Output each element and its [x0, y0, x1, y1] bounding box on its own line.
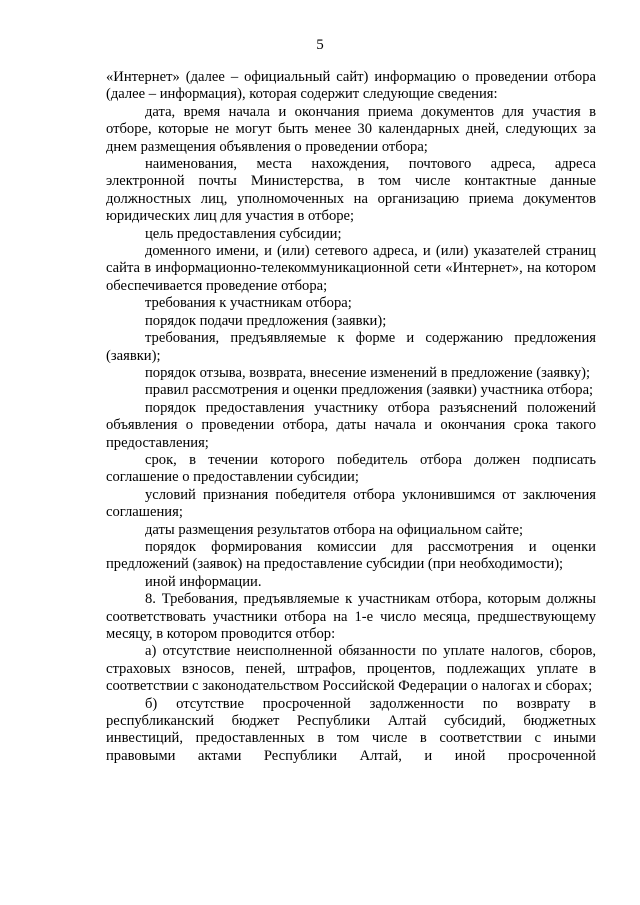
paragraph: цель предоставления субсидии;: [145, 225, 342, 242]
paragraph: правил рассмотрения и оценки предложения (заявки) участника отбора;: [145, 382, 594, 399]
paragraph: требования к участникам отбора;: [145, 295, 352, 312]
paragraph: дата, время начала и окончания приема документов для участия в отборе, которые не могут быть менее 30 календарных дней, следующих за днем размещения объявления о проведении отбора;: [106, 103, 596, 155]
paragraph: порядок подачи предложения (заявки);: [145, 312, 387, 329]
paragraph: доменного имени, и (или) сетевого адреса, и (или) указателей страниц сайта в информационно-телекоммуникационной сети «Интернет», на котором обеспечивается проведение отбора;: [106, 243, 596, 294]
paragraph: б) отсутствие просроченной задолженности по возврату в республиканский бюджет Республики Алтай субсидий, бюджетных инвестиций, предоставленных в том числе в соответствии с иными правовыми актами Республики Алтай, и иной просроченной: [106, 695, 596, 764]
paragraph: условий признания победителя отбора уклонившимся от заключения соглашения;: [106, 486, 596, 521]
page-number: 5: [316, 37, 324, 53]
paragraph: а) отсутствие неисполненной обязанности по уплате налогов, сборов, страховых взносов, пеней, штрафов, процентов, подлежащих уплате в соответствии с законодательством Российской Федерации о налогах и сборах;: [106, 643, 596, 695]
paragraph: «Интернет» (далее – официальный сайт) информацию о проведении отбора (далее – информация), которая содержит следующие сведения:: [106, 69, 596, 103]
paragraph: наименования, места нахождения, почтового адреса, адреса электронной почты Министерства, в том числе контактные данные должностных лиц, уполномоченных на организацию приема документов юридических лиц для участия в отборе;: [106, 156, 596, 225]
paragraph: 8. Требования, предъявляемые к участникам отбора, которым должны соответствовать участники отбора на 1-е число месяца, предшествующему месяцу, в котором проводится отбор:: [106, 591, 596, 642]
paragraph: требования, предъявляемые к форме и содержанию предложения (заявки);: [106, 330, 596, 364]
paragraph: порядок отзыва, возврата, внесение изменений в предложение (заявку);: [145, 364, 591, 381]
paragraph: даты размещения результатов отбора на официальном сайте;: [145, 521, 524, 538]
paragraph: срок, в течении которого победитель отбора должен подписать соглашение о предоставлении субсидии;: [106, 451, 596, 486]
document-body: [106, 69, 596, 765]
paragraph: порядок предоставления участнику отбора разъяснений положений объявления о проведении отбора, даты начала и окончания срока такого предоставления;: [106, 399, 596, 451]
paragraph: иной информации.: [145, 573, 262, 590]
paragraph: порядок формирования комиссии для рассмотрения и оценки предложений (заявок) на предоставление субсидии (при необходимости);: [106, 538, 596, 573]
